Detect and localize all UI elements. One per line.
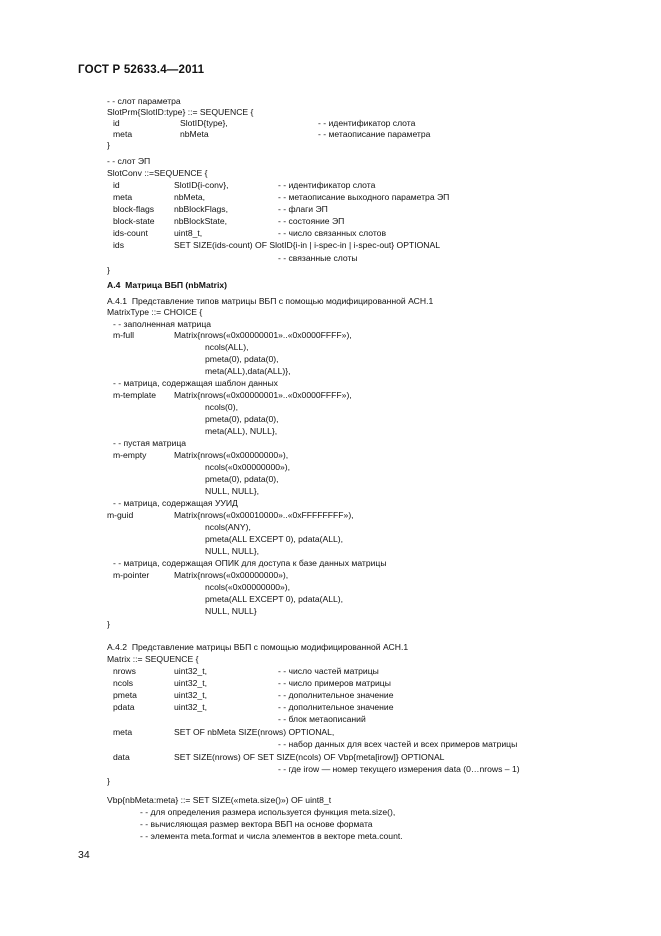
comment: - - где irow — номер текущего измерения data (0…nrows – 1) [278, 764, 520, 774]
code-line: meta(ALL),data(ALL)}, [205, 366, 291, 376]
code-line: NULL, NULL}, [205, 546, 259, 556]
code-line: Matrix{nrows(«0x00000001»..«0x0000FFFF»), [174, 390, 352, 400]
comment: - - набор данных для всех частей и всех примеров матрицы [278, 739, 518, 749]
field-name: block-flags [113, 204, 155, 214]
field-type: SlotID{i-conv}, [174, 180, 229, 190]
field-type: nbMeta, [174, 192, 206, 202]
code-line: Matrix{nrows(«0x00010000»..«0xFFFFFFFF»), [174, 510, 354, 520]
code-line: pmeta(ALL EXCEPT 0), pdata(ALL), [205, 534, 344, 544]
field-name: ids [113, 240, 124, 250]
code-line: ncols(0), [205, 402, 238, 412]
comment: - - слот параметра [107, 96, 181, 106]
code-line: pmeta(0), pdata(0), [205, 354, 279, 364]
code-line: pmeta(ALL EXCEPT 0), pdata(ALL), [205, 594, 344, 604]
field-type: SET SIZE(nrows) OF SET SIZE(ncols) OF Vbp{meta[irow]} OPTIONAL [174, 752, 445, 762]
code-line: } [107, 140, 110, 150]
comment: - - состояние ЭП [278, 216, 345, 226]
comment: - - заполненная матрица [113, 319, 212, 329]
field-name: id [113, 118, 120, 128]
field-type: uint8_t, [174, 228, 203, 238]
code-line: Matrix{nrows(«0x00000000»), [174, 570, 289, 580]
code-line: Matrix{nrows(«0x00000000»), [174, 450, 289, 460]
field-name: nrows [113, 666, 136, 676]
comment: - - метаописание параметра [318, 129, 431, 139]
subsection-title: A.4.1 Представление типов матрицы ВБП с помощью модифицированной АСН.1 [107, 296, 434, 306]
code-line: ncols(«0x00000000»), [205, 582, 291, 592]
code-line: meta(ALL), NULL}, [205, 426, 278, 436]
document-header: ГОСТ Р 52633.4—2011 [78, 64, 205, 76]
field-name: ids-count [113, 228, 148, 238]
comment: - - идентификатор слота [318, 118, 416, 128]
field-type: SET SIZE(ids-count) OF SlotID{i-in | i-spec-in | i-spec-out} OPTIONAL [174, 240, 441, 250]
comment: - - матрица, содержащая ОПИК для доступа к базе данных матрицы [113, 558, 387, 568]
comment: - - связанные слоты [278, 253, 358, 263]
field-type: nbBlockFlags, [174, 204, 228, 214]
code-line: Vbp{nbMeta:meta} ::= SET SIZE(«meta.size()») OF uint8_t [107, 795, 332, 805]
field-type: uint32_t, [174, 702, 207, 712]
field-name: ncols [113, 678, 134, 688]
field-type: nbBlockState, [174, 216, 228, 226]
code-line: MatrixType ::= CHOICE { [107, 307, 203, 317]
field-type: SlotID{type}, [180, 118, 228, 128]
code-line: ncols(ALL), [205, 342, 249, 352]
comment: - - метаописание выходного параметра ЭП [278, 192, 450, 202]
field-name: block-state [113, 216, 155, 226]
field-type: uint32_t, [174, 690, 207, 700]
code-line: Matrix{nrows(«0x00000001»..«0x0000FFFF»), [174, 330, 352, 340]
comment: - - вычисляющая размер вектора ВБП на основе формата [140, 819, 373, 829]
comment: - - дополнительное значение [278, 702, 394, 712]
field-name: pmeta [113, 690, 137, 700]
field-name: m-empty [113, 450, 147, 460]
comment: - - слот ЭП [107, 156, 151, 166]
field-name: id [113, 180, 120, 190]
code-line: } [107, 776, 110, 786]
field-name: m-template [113, 390, 156, 400]
comment: - - число связанных слотов [278, 228, 387, 238]
comment: - - пустая матрица [113, 438, 187, 448]
comment: - - матрица, содержащая шаблон данных [113, 378, 278, 388]
code-line: SlotConv ::=SEQUENCE { [107, 168, 208, 178]
field-name: meta [113, 727, 133, 737]
comment: - - идентификатор слота [278, 180, 376, 190]
field-name: meta [113, 129, 133, 139]
code-line: NULL, NULL} [205, 606, 257, 616]
field-name: meta [113, 192, 133, 202]
field-type: uint32_t, [174, 678, 207, 688]
comment: - - матрица, содержащая УУИД [113, 498, 238, 508]
section-heading: A.4 Матрица ВБП (nbMatrix) [107, 280, 227, 290]
comment: - - число примеров матрицы [278, 678, 391, 688]
field-type: uint32_t, [174, 666, 207, 676]
field-name: m-full [113, 330, 135, 340]
code-line: ncols(«0x00000000»), [205, 462, 291, 472]
field-name: m-pointer [113, 570, 150, 580]
comment: - - дополнительное значение [278, 690, 394, 700]
field-type: nbMeta [180, 129, 209, 139]
code-line: ncols(ANY), [205, 522, 251, 532]
field-type: SET OF nbMeta SIZE(nrows) OPTIONAL, [174, 727, 335, 737]
comment: - - элемента meta.format и числа элементов в векторе meta.count. [140, 831, 403, 841]
comment: - - блок метаописаний [278, 714, 366, 724]
comment: - - флаги ЭП [278, 204, 328, 214]
field-name: m-guid [107, 510, 134, 520]
field-name: pdata [113, 702, 135, 712]
code-line: NULL, NULL}, [205, 486, 259, 496]
comment: - - для определения размера используется функция meta.size(), [140, 807, 396, 817]
comment: - - число частей матрицы [278, 666, 379, 676]
code-line: pmeta(0), pdata(0), [205, 474, 279, 484]
code-line: pmeta(0), pdata(0), [205, 414, 279, 424]
code-line: Matrix ::= SEQUENCE { [107, 654, 199, 664]
page-number: 34 [78, 849, 90, 861]
field-name: data [113, 752, 130, 762]
code-line: } [107, 265, 110, 275]
code-line: } [107, 619, 110, 629]
subsection-title: A.4.2 Представление матрицы ВБП с помощью модифицированной АСН.1 [107, 642, 409, 652]
code-line: SlotPrm{SlotID:type} ::= SEQUENCE { [107, 107, 254, 117]
